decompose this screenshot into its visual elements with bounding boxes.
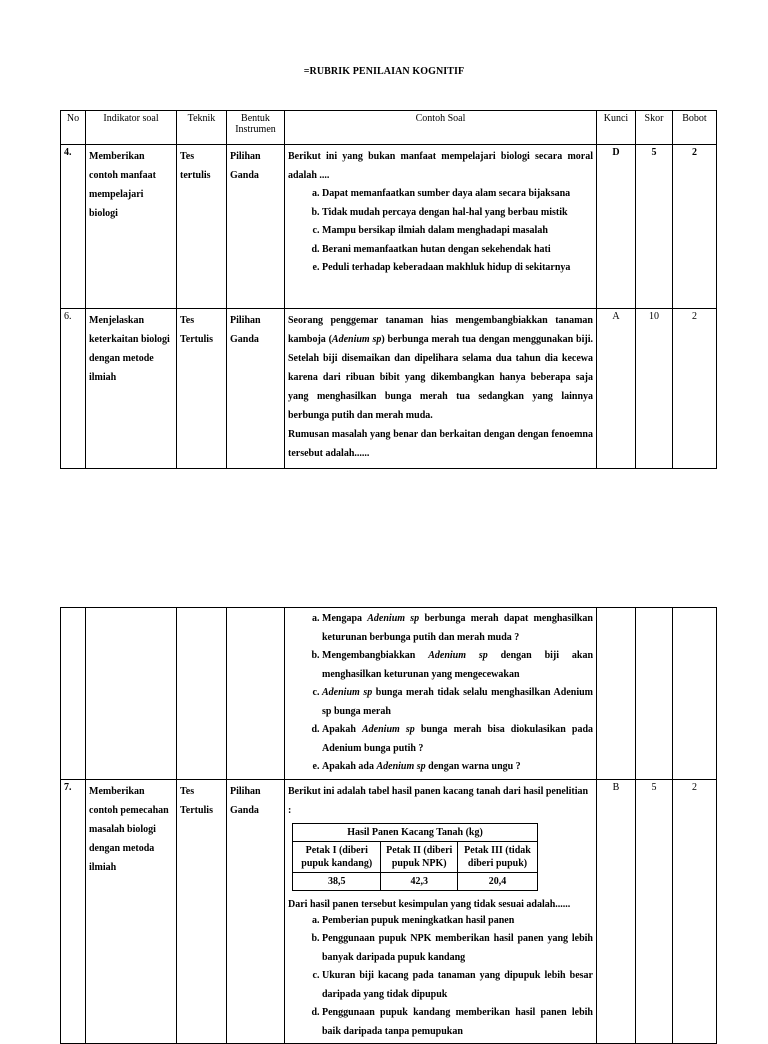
question-prompt: Rumusan masalah yang benar dan berkaitan dengan dengan fenoemna tersebut adalah...... [288,429,593,459]
question-text: Berikut ini yang bukan manfaat mempelajari biologi secara moral adalah .... [288,151,593,181]
harvest-table-title: Hasil Panen Kacang Tanah (kg) [293,823,538,841]
row-teknik: Tes Tertulis [177,779,227,1044]
row-options [285,608,597,780]
harvest-value-petak-1: 38,5 [293,872,381,890]
header-indikator: Indikator soal [86,111,177,145]
row-teknik: Tes Tertulis [177,309,227,469]
question-intro: Berikut ini adalah tabel hasil panen kacang tanah dari hasil penelitian : [288,785,589,816]
empty-cell [61,608,86,780]
row-no: 7. [61,779,86,1044]
harvest-value-petak-3: 20,4 [458,872,538,890]
option-a: a. Pemberian pupuk meningkatkan hasil panen [322,912,593,931]
row-indikator: Menjelaskan keterkaitan biologi dengan metode ilmiah [86,309,177,469]
harvest-header-petak-3: Petak III (tidak diberi pupuk) [458,841,538,872]
harvest-table [292,823,538,891]
option-a: a. Mengapa Adenium sp berbunga merah dapat menghasilkan keturunan berbunga putih dan merah muda ? [322,610,593,647]
row-no: 4. [61,145,86,309]
option-a: a. Dapat memanfaatkan sumber daya alam secara bijaksana [322,185,593,204]
row-kunci: D [597,145,636,309]
harvest-header-petak-2: Petak II (diberi pupuk NPK) [381,841,458,872]
header-kunci: Kunci [597,111,636,145]
species-name: Adenium sp [331,334,382,345]
empty-cell [86,608,177,780]
option-b: b. Mengembangbiakkan Adenium sp dengan biji akan menghasilkan keturunan yang mengecewakan [322,647,593,684]
option-b: b. Penggunaan pupuk NPK memberikan hasil panen yang lebih banyak daripada pupuk kandang [322,930,593,967]
row-teknik: Tes tertulis [177,145,227,309]
question-text: Dari hasil panen tersebut kesimpulan yang tidak sesuai adalah...... [288,898,571,910]
option-d: d. Berani memanfaatkan hutan dengan sekehendak hati [322,241,593,260]
header-skor: Skor [636,111,673,145]
row-bobot: 2 [673,309,717,469]
row-kunci: A [597,309,636,469]
option-b: b. Tidak mudah percaya dengan hal-hal yang berbau mistik [322,204,593,223]
header-bentuk: Bentuk Instrumen [227,111,285,145]
table-row [61,309,717,469]
row-bobot: 2 [673,779,717,1044]
option-c: c. Adenium sp bunga merah tidak selalu menghasilkan Adenium sp bunga merah [322,684,593,721]
empty-cell [177,608,227,780]
row-skor: 10 [636,309,673,469]
header-no: No [61,111,86,145]
rubric-table-bottom [60,607,717,1044]
row-skor: 5 [636,145,673,309]
header-contoh: Contoh Soal [285,111,597,145]
option-list [288,185,593,278]
page-title: =RUBRIK PENILAIAN KOGNITIF [303,66,465,77]
row-no: 6. [61,309,86,469]
header-teknik: Teknik [177,111,227,145]
row-indikator: Memberikan contoh manfaat mempelajari biologi [86,145,177,309]
table-row [61,779,717,1044]
empty-cell [597,608,636,780]
row-bentuk: Pilihan Ganda [227,779,285,1044]
harvest-value-petak-2: 42,3 [381,872,458,890]
row-question [285,779,597,1044]
row-bentuk: Pilihan Ganda [227,309,285,469]
row-kunci: B [597,779,636,1044]
option-list [288,610,593,777]
row-bentuk: Pilihan Ganda [227,145,285,309]
header-row [61,111,717,145]
row-skor: 5 [636,779,673,1044]
row-bobot: 2 [673,145,717,309]
table-row [61,145,717,309]
harvest-header-petak-1: Petak I (diberi pupuk kandang) [293,841,381,872]
option-e: e. Peduli terhadap keberadaan makhluk hidup di sekitarnya [322,259,593,278]
row-indikator: Memberikan contoh pemecahan masalah biologi dengan metoda ilmiah [86,779,177,1044]
header-bobot: Bobot [673,111,717,145]
option-list [288,912,593,1042]
row-question [285,309,597,469]
rubric-table-top [60,110,717,469]
option-e: e. Apakah ada Adenium sp dengan warna ungu ? [322,758,593,777]
option-d: d. Apakah Adenium sp bunga merah bisa diokulasikan pada Adenium bunga putih ? [322,721,593,758]
question-part-2: ) berbunga merah tua dengan menggunakan biji. Setelah biji disemaikan dan dipelihara selama dua tahun dia kecewa karena dari ribuan bibit yang dikembangkan hanya beberapa saja yang menghasilkan bunga merah tua sedangkan yang lainnya berbunga putih dan merah muda. [288,334,593,421]
empty-cell [227,608,285,780]
row-question [285,145,597,309]
empty-cell [673,608,717,780]
question-part-1: Seorang penggemar tanaman hias mengembangbiakkan tanaman kamboja ( [288,315,593,345]
table-row-continued [61,608,717,780]
option-c: c. Mampu bersikap ilmiah dalam menghadapi masalah [322,222,593,241]
option-d: d. Penggunaan pupuk kandang memberikan hasil panen lebih baik daripada tanpa pemupukan [322,1004,593,1041]
question-text [288,311,593,425]
empty-cell [636,608,673,780]
option-c: c. Ukuran biji kacang pada tanaman yang dipupuk lebih besar daripada yang tidak dipupuk [322,967,593,1004]
